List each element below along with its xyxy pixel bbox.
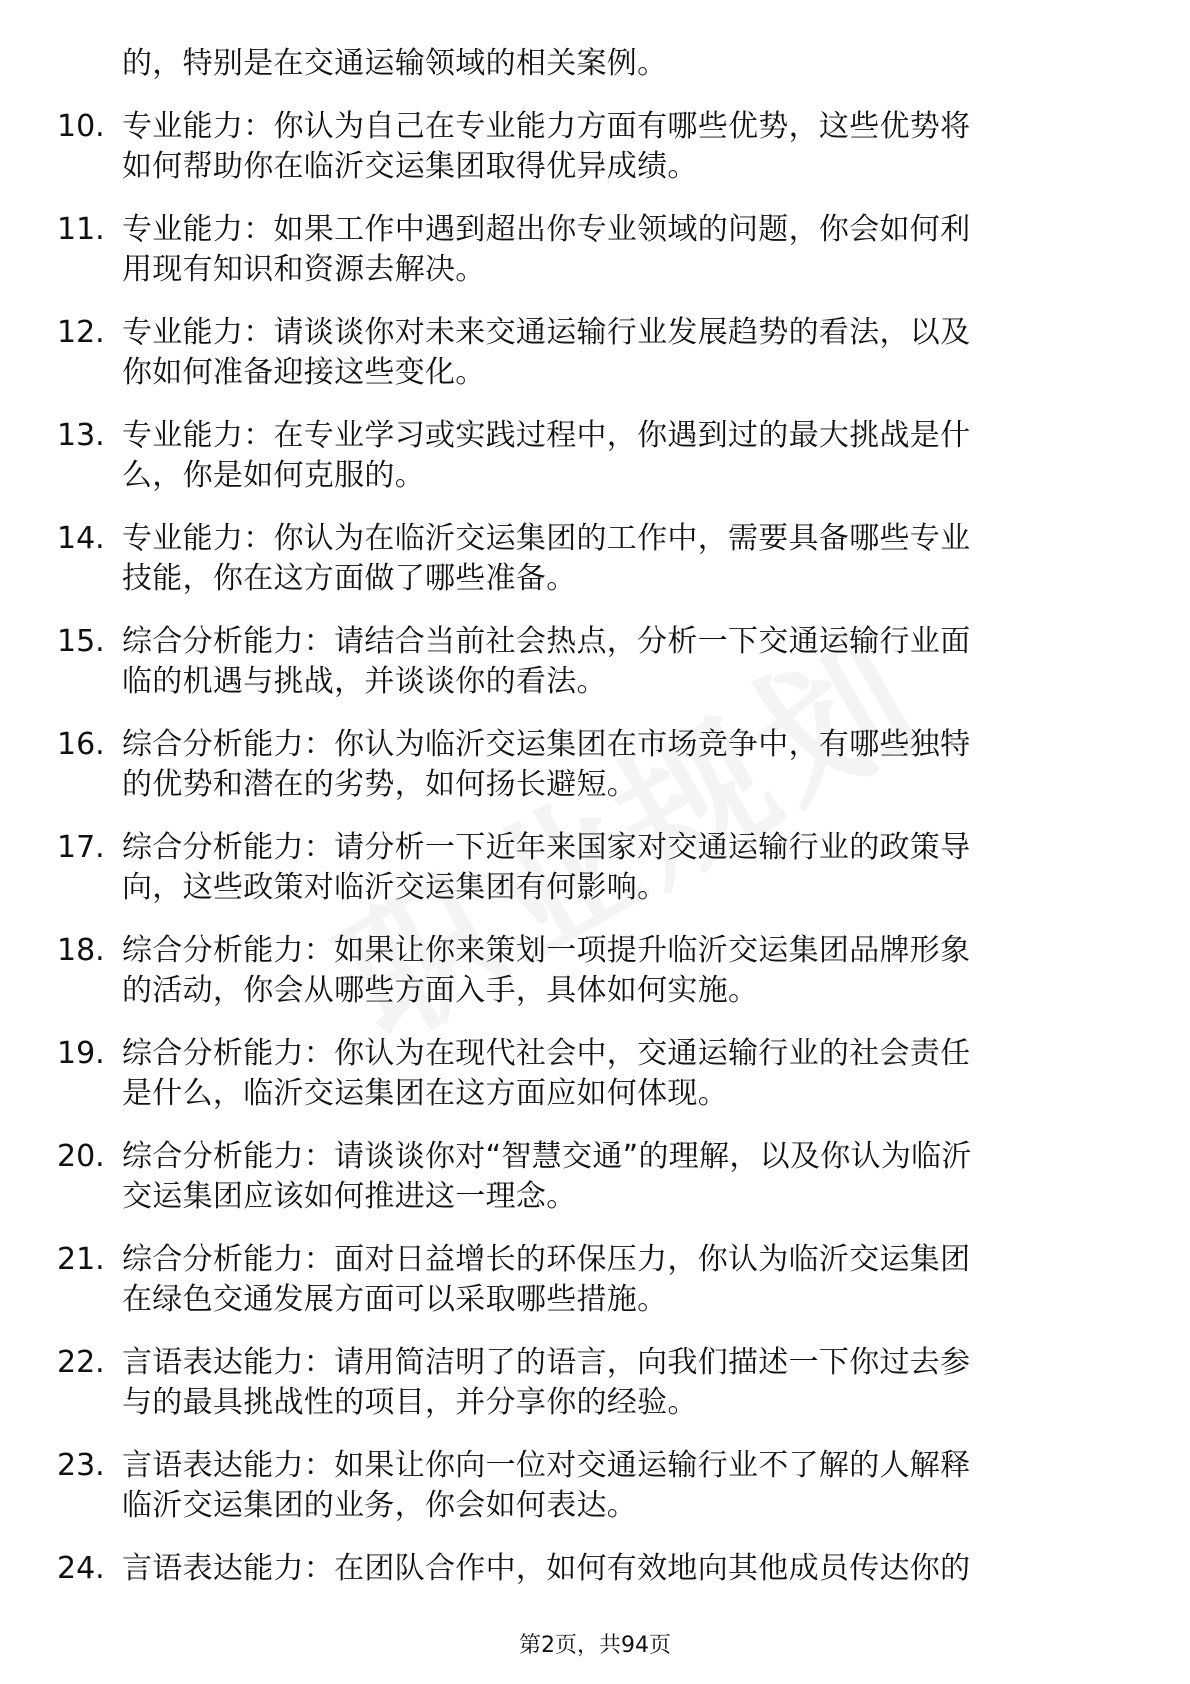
list-item [57,622,1107,702]
item-text-line: 综合分析能力：请谈谈你对“智慧交通”的理解，以及你认为临沂 [122,1139,972,1174]
item-text [122,107,1107,187]
list-item [57,1446,1107,1526]
item-text-line: 言语表达能力：在团队合作中，如何有效地向其他成员传达你的 [122,1551,971,1586]
item-text-line: 综合分析能力：如果让你来策划一项提升临沂交运集团品牌形象 [122,933,971,968]
list-item [57,828,1107,908]
item-text-line: 综合分析能力：面对日益增长的环保压力，你认为临沂交运集团 [122,1242,971,1277]
item-number: 21. [57,1242,105,1277]
item-text-line: 交运集团应该如何推进这一理念。 [122,1179,577,1214]
list-item [57,1240,1107,1320]
item-text-line: 用现有知识和资源去解决。 [122,252,486,287]
item-text [122,1137,1107,1217]
item-text [122,1343,1107,1423]
item-text [122,416,1107,496]
item-text [122,1446,1107,1526]
list-item [57,1343,1107,1423]
item-text-line: 与的最具挑战性的项目，并分享你的经验。 [122,1385,698,1420]
item-number: 17. [57,830,105,865]
list-item [57,107,1107,187]
list-item [57,1034,1107,1114]
list-item [57,416,1107,496]
item-text-line: 的优势和潜在的劣势，如何扬长避短。 [122,767,638,802]
item-text [122,313,1107,393]
item-text-line: 综合分析能力：你认为在现代社会中，交通运输行业的社会责任 [122,1036,971,1071]
item-number: 19. [57,1036,105,1071]
item-text-line: 的活动，你会从哪些方面入手，具体如何实施。 [122,973,759,1008]
item-number: 16. [57,727,105,762]
item-text-line: 言语表达能力：请用简洁明了的语言，向我们描述一下你过去参 [122,1345,971,1380]
list-item [57,519,1107,599]
list-item [57,931,1107,1011]
item-number: 12. [57,315,105,350]
item-text [122,622,1107,702]
list-item [57,1549,1107,1589]
item-number: 14. [57,521,105,556]
item-text-line: 综合分析能力：请结合当前社会热点，分析一下交通运输行业面 [122,624,971,659]
item-number: 10. [57,109,105,144]
item-text-line: 综合分析能力：你认为临沂交运集团在市场竞争中，有哪些独特 [122,727,971,762]
item-text-line: 言语表达能力：如果让你向一位对交通运输行业不了解的人解释 [122,1448,971,1483]
item-text-line: 你如何准备迎接这些变化。 [122,355,486,390]
item-text-line: 如何帮助你在临沂交运集团取得优异成绩。 [122,149,698,184]
item-text [122,1034,1107,1114]
item-text-line: 专业能力：你认为自己在专业能力方面有哪些优势，这些优势将 [122,109,971,144]
item-text-line: 向，这些政策对临沂交运集团有何影响。 [122,870,668,905]
item-text [122,519,1107,599]
item-text-line: 专业能力：请谈谈你对未来交通运输行业发展趋势的看法，以及 [122,315,971,350]
item-number: 22. [57,1345,105,1380]
item-number: 24. [57,1551,105,1586]
page-footer: 第2页，共94页 [519,1633,671,1658]
item-text-line: 专业能力：在专业学习或实践过程中，你遇到过的最大挑战是什 [122,418,971,453]
intro-continuation-line: 的，特别是在交通运输领域的相关案例。 [122,46,668,81]
item-text [122,1240,1107,1320]
list-item [57,313,1107,393]
item-text [122,210,1107,290]
item-number: 15. [57,624,105,659]
item-text-line: 在绿色交通发展方面可以采取哪些措施。 [122,1282,668,1317]
item-number: 18. [57,933,105,968]
list-item [57,1137,1107,1217]
item-text-line: 是什么，临沂交运集团在这方面应如何体现。 [122,1076,728,1111]
item-text-line: 技能，你在这方面做了哪些准备。 [122,561,577,596]
items-container [57,107,1107,1589]
item-text-line: 综合分析能力：请分析一下近年来国家对交通运输行业的政策导 [122,830,971,865]
item-text [122,828,1107,908]
item-text-line: 专业能力：你认为在临沂交运集团的工作中，需要具备哪些专业 [122,521,971,556]
item-text [122,1549,1107,1589]
item-text-line: 么，你是如何克服的。 [122,458,425,493]
item-text [122,725,1107,805]
item-text [122,931,1107,1011]
item-number: 20. [57,1139,105,1174]
item-text-line: 临的机遇与挑战，并谈谈你的看法。 [122,664,607,699]
item-text-line: 临沂交运集团的业务，你会如何表达。 [122,1488,638,1523]
item-number: 11. [57,212,105,247]
item-number: 23. [57,1448,105,1483]
list-item [57,725,1107,805]
item-number: 13. [57,418,105,453]
list-item [57,210,1107,290]
question-list [57,44,1107,1589]
item-text-line: 专业能力：如果工作中遇到超出你专业领域的问题，你会如何利 [122,212,971,247]
